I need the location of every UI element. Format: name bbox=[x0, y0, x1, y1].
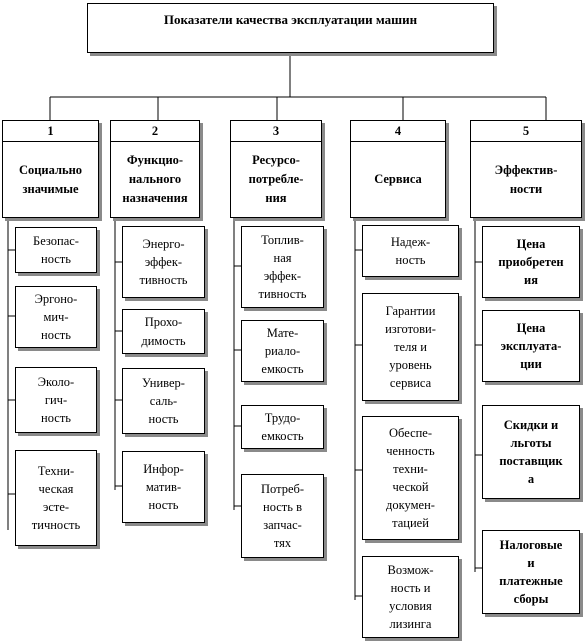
group-number: 3 bbox=[231, 121, 321, 142]
group-header-1 bbox=[2, 120, 99, 218]
group-number: 5 bbox=[471, 121, 581, 142]
group-name: Ресурсо- потребле- ния bbox=[248, 153, 304, 205]
group-header-4 bbox=[350, 120, 446, 218]
diagram-title: Показатели качества эксплуатации машин bbox=[87, 3, 494, 53]
indicator-box: Прохо- димость bbox=[122, 309, 205, 354]
indicator-box: Эколо- гич- ность bbox=[15, 367, 97, 433]
group-name: Социально значимые bbox=[18, 162, 83, 196]
indicator-box: Скидки и льготы поставщик а bbox=[482, 405, 580, 499]
indicator-box: Топлив- ная эффек- тивность bbox=[241, 226, 324, 308]
indicator-box: Инфор- матив- ность bbox=[122, 451, 205, 523]
indicator-box: Энерго- эффек- тивность bbox=[122, 226, 205, 298]
indicator-box: Надеж- ность bbox=[362, 225, 459, 277]
indicator-box: Эргоно- мич- ность bbox=[15, 286, 97, 348]
indicator-box: Гарантии изготови- теля и уровень сервиса bbox=[362, 293, 459, 401]
indicator-box: Цена приобретен ия bbox=[482, 226, 580, 298]
group-name: Сервиса bbox=[374, 172, 422, 187]
group-number: 2 bbox=[111, 121, 199, 142]
indicator-box: Возмож- ность и условия лизинга bbox=[362, 556, 459, 638]
group-name: Функцио- нального назначения bbox=[122, 153, 188, 205]
indicator-box: Универ- саль- ность bbox=[122, 368, 205, 434]
indicator-box: Обеспе- ченность техни- ческой докумен- тацией bbox=[362, 416, 459, 540]
indicator-box: Трудо- емкость bbox=[241, 405, 324, 449]
indicator-box: Налоговые и платежные сборы bbox=[482, 530, 580, 614]
group-number: 1 bbox=[3, 121, 98, 142]
indicator-box: Техни- ческая эсте- тичность bbox=[15, 450, 97, 546]
indicator-box: Мате- риало- емкость bbox=[241, 320, 324, 382]
group-header-5 bbox=[470, 120, 582, 218]
indicator-box: Безопас- ность bbox=[15, 227, 97, 273]
indicator-box: Потреб- ность в запчас- тях bbox=[241, 474, 324, 558]
indicator-box: Цена эксплуата- ции bbox=[482, 310, 580, 382]
group-header-3 bbox=[230, 120, 322, 218]
group-name: Эффектив- ности bbox=[494, 162, 558, 196]
group-header-2 bbox=[110, 120, 200, 218]
group-number: 4 bbox=[351, 121, 445, 142]
